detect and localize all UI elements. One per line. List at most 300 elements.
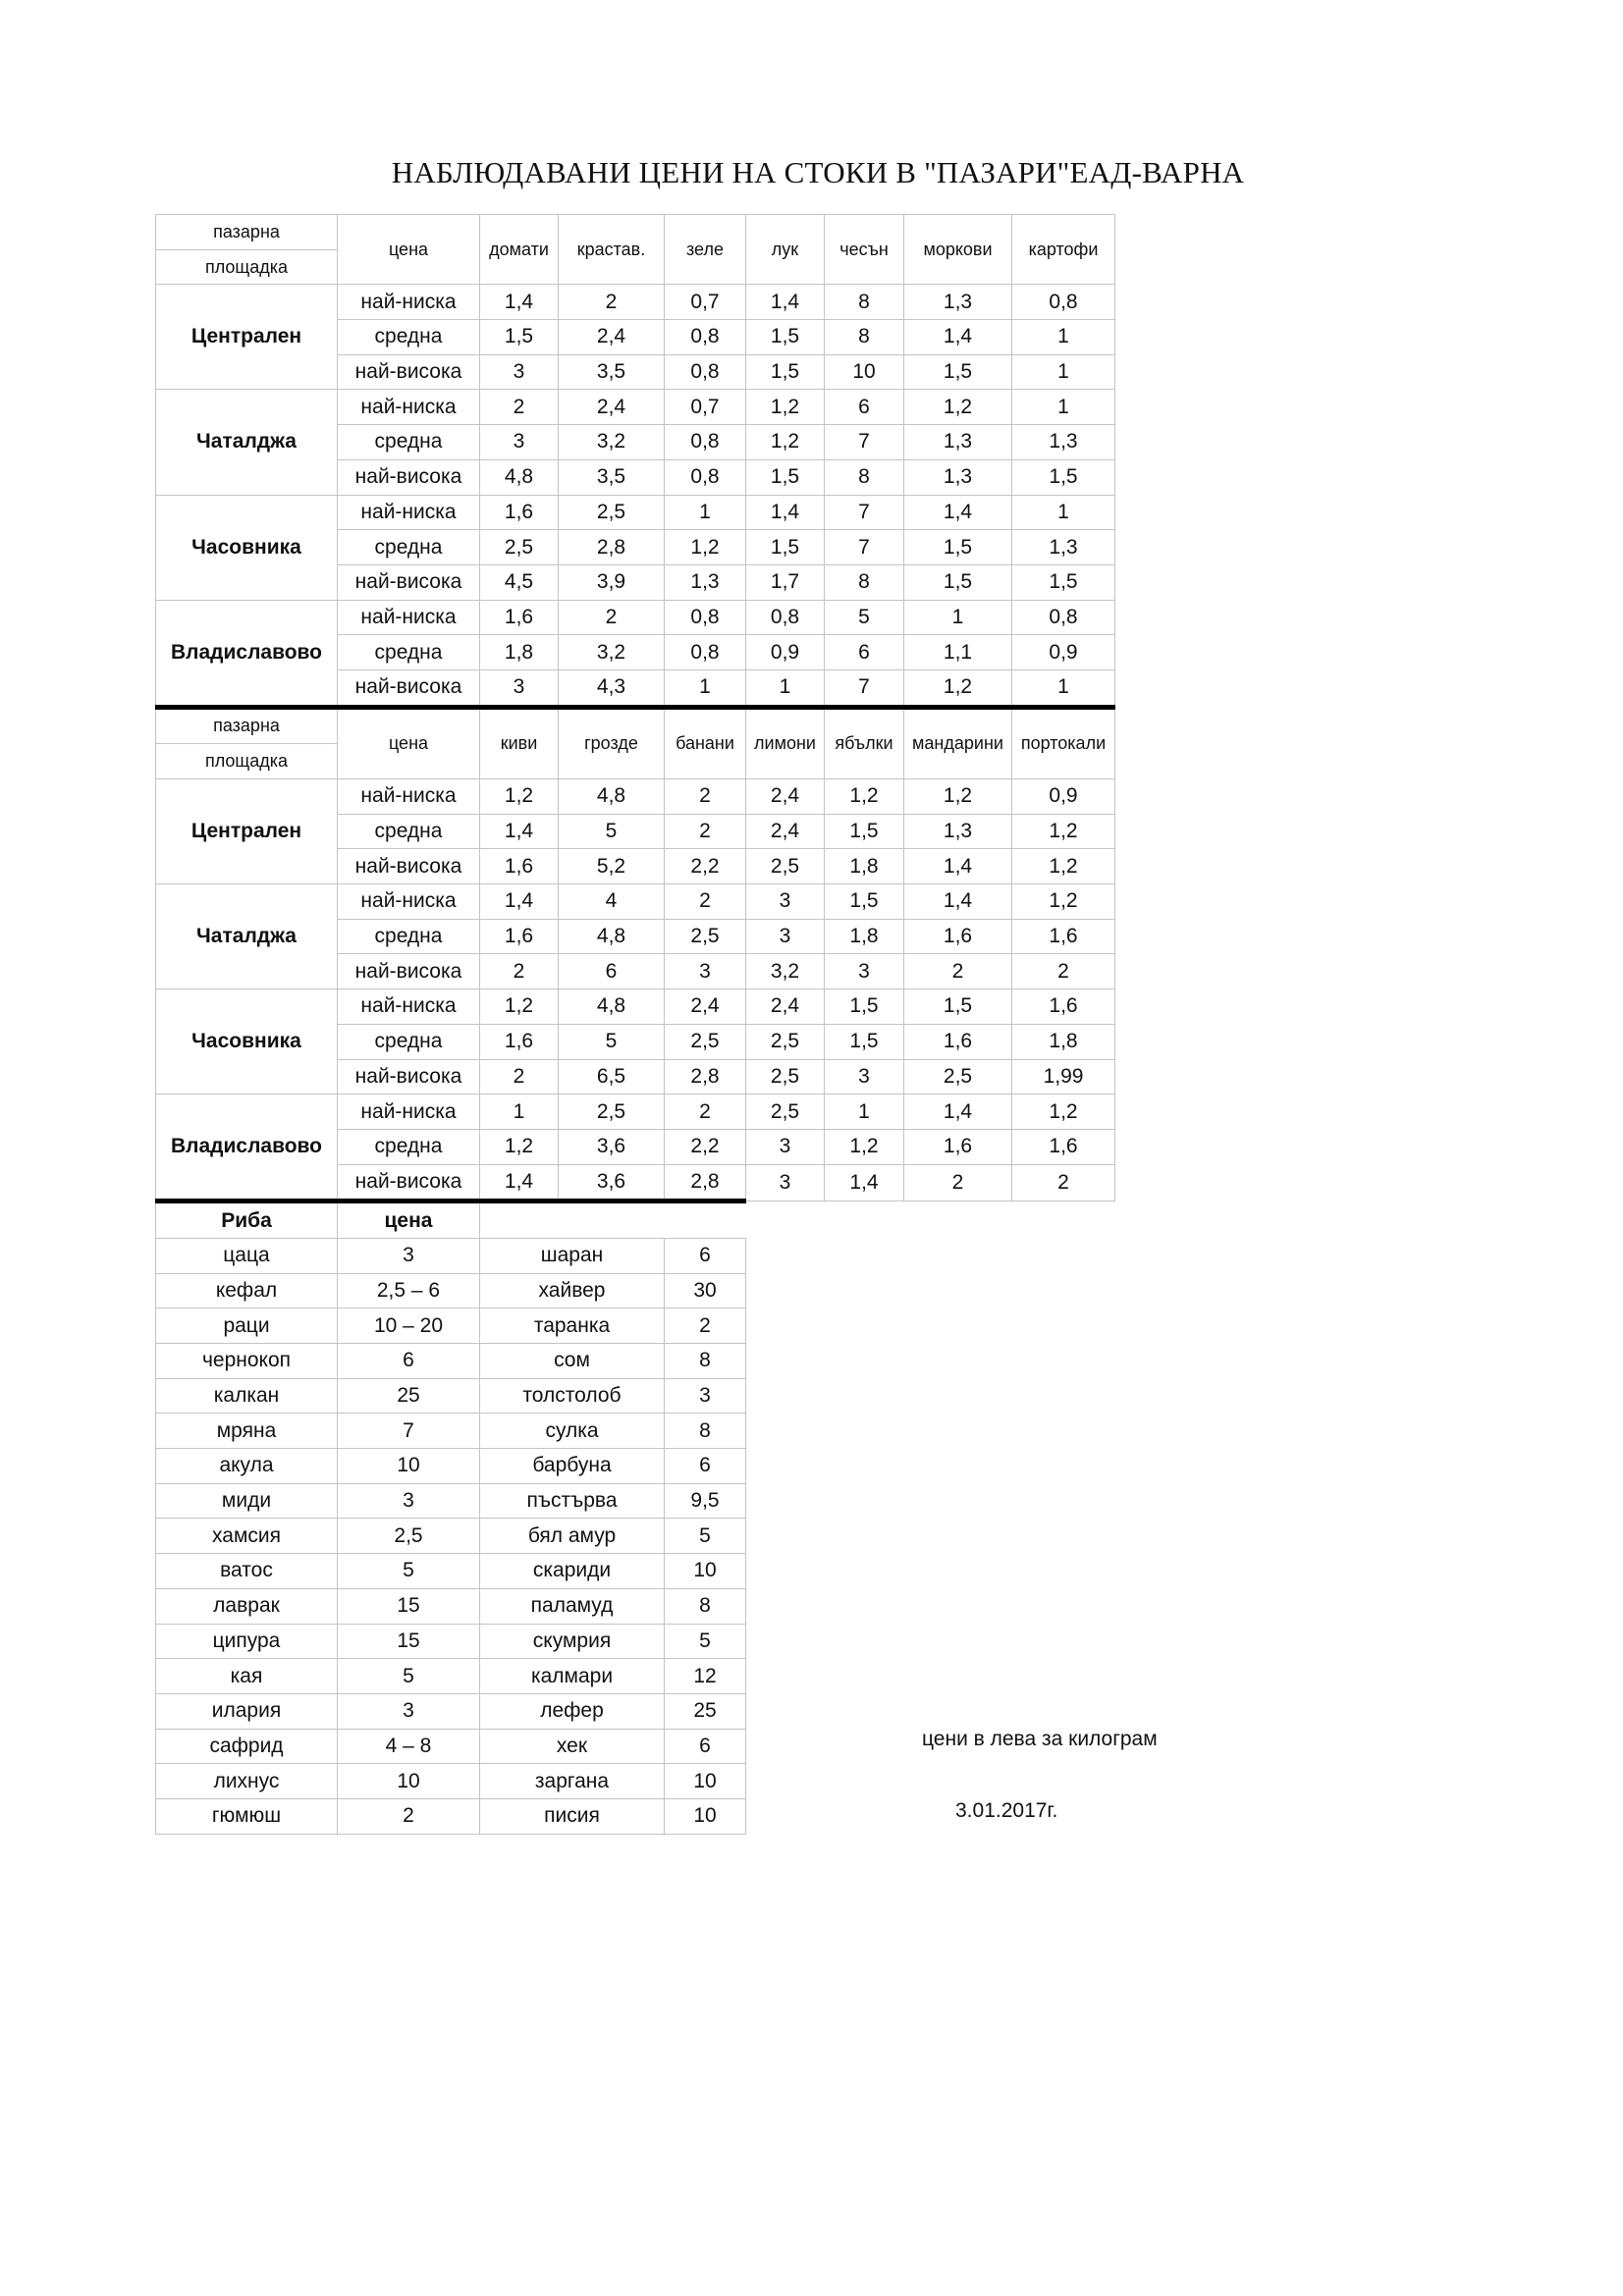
price-value: 1,6 <box>480 919 559 954</box>
price-value: 4,8 <box>559 919 665 954</box>
price-value: 3 <box>480 669 559 707</box>
fish-price: 3 <box>665 1378 746 1414</box>
price-value: 2 <box>559 285 665 320</box>
price-value: 1,3 <box>1012 425 1115 460</box>
fish-name: ципура <box>156 1624 338 1659</box>
fish-row <box>156 1554 1115 1589</box>
empty-cell <box>746 1483 1115 1519</box>
price-value: 1,2 <box>904 390 1012 425</box>
table-row <box>156 1095 1115 1130</box>
price-value: 2 <box>480 390 559 425</box>
price-value: 0,8 <box>665 354 746 390</box>
fish-row <box>156 1659 1115 1694</box>
empty-cell <box>746 1588 1115 1624</box>
price-value: 3 <box>480 354 559 390</box>
price-value: 3 <box>746 919 825 954</box>
price-value: 1,6 <box>1012 1129 1115 1164</box>
price-value: 1 <box>904 600 1012 635</box>
price-value: 2,5 <box>559 495 665 530</box>
price-type-header: цена <box>338 707 480 778</box>
price-value: 1,2 <box>480 779 559 815</box>
price-value: 1,5 <box>904 989 1012 1025</box>
price-value: 0,8 <box>1012 285 1115 320</box>
price-value: 1 <box>1012 320 1115 355</box>
price-type: най-ниска <box>338 989 480 1025</box>
empty-cell <box>746 1414 1115 1449</box>
price-value: 1,6 <box>904 1024 1012 1059</box>
price-type: най-висока <box>338 849 480 884</box>
station-name: Владиславово <box>156 1095 338 1201</box>
price-value: 2,4 <box>746 814 825 849</box>
fish-price: 2 <box>338 1798 480 1834</box>
price-type: най-висока <box>338 954 480 989</box>
price-type: средна <box>338 1024 480 1059</box>
price-value: 2,5 <box>665 919 746 954</box>
price-value: 6,5 <box>559 1059 665 1095</box>
fish-price: 10 <box>338 1764 480 1799</box>
fish-name: лихнус <box>156 1764 338 1799</box>
price-value: 1,3 <box>904 285 1012 320</box>
price-value: 3 <box>825 1059 904 1095</box>
price-type: средна <box>338 1129 480 1164</box>
price-value: 1,3 <box>904 459 1012 495</box>
price-value: 1,6 <box>1012 919 1115 954</box>
price-type: средна <box>338 320 480 355</box>
price-value: 0,8 <box>665 425 746 460</box>
price-value: 1,4 <box>746 285 825 320</box>
price-value: 1,8 <box>825 919 904 954</box>
empty-cell <box>665 1201 746 1239</box>
price-value: 8 <box>825 285 904 320</box>
price-type: средна <box>338 425 480 460</box>
empty-cell <box>746 1273 1115 1308</box>
price-value: 10 <box>825 354 904 390</box>
fish-price: 7 <box>338 1414 480 1449</box>
price-value: 2,5 <box>746 1024 825 1059</box>
price-value: 4,8 <box>559 779 665 815</box>
price-value: 2,2 <box>665 849 746 884</box>
price-value: 1 <box>665 669 746 707</box>
fish-price: 6 <box>665 1729 746 1764</box>
price-value: 3,2 <box>559 425 665 460</box>
price-value: 2,5 <box>665 1024 746 1059</box>
empty-cell <box>480 1201 665 1239</box>
empty-cell <box>746 1201 1115 1239</box>
price-type: средна <box>338 530 480 565</box>
fish-name: скариди <box>480 1554 665 1589</box>
fish-name: писия <box>480 1798 665 1834</box>
price-value: 3,5 <box>559 354 665 390</box>
empty-cell <box>746 1519 1115 1554</box>
price-value: 2,4 <box>559 390 665 425</box>
price-value: 2 <box>904 1164 1012 1201</box>
table-row <box>156 285 1115 320</box>
fish-name-header: Риба <box>156 1201 338 1239</box>
price-value: 1,1 <box>904 635 1012 670</box>
price-value: 1,5 <box>1012 564 1115 600</box>
fish-price: 15 <box>338 1588 480 1624</box>
fish-price: 10 <box>665 1554 746 1589</box>
price-value: 1,2 <box>1012 884 1115 920</box>
fish-name: чернокоп <box>156 1344 338 1379</box>
table-row <box>156 495 1115 530</box>
price-value: 1,2 <box>746 425 825 460</box>
price-value: 1,5 <box>746 320 825 355</box>
price-value: 3,6 <box>559 1129 665 1164</box>
price-value: 1,8 <box>1012 1024 1115 1059</box>
price-type: най-висока <box>338 564 480 600</box>
fish-price: 5 <box>338 1554 480 1589</box>
fish-name: лефер <box>480 1693 665 1729</box>
price-value: 1,2 <box>904 779 1012 815</box>
price-value: 1 <box>480 1095 559 1130</box>
price-value: 4,8 <box>559 989 665 1025</box>
fish-name: кефал <box>156 1273 338 1308</box>
price-value: 2,8 <box>665 1164 746 1201</box>
product-header: картофи <box>1012 215 1115 285</box>
price-type: най-висока <box>338 459 480 495</box>
price-value: 1,5 <box>904 530 1012 565</box>
fish-row <box>156 1519 1115 1554</box>
price-value: 3,5 <box>559 459 665 495</box>
empty-cell <box>746 1624 1115 1659</box>
table-row <box>156 390 1115 425</box>
price-type: средна <box>338 635 480 670</box>
price-value: 0,8 <box>746 600 825 635</box>
price-value: 4,3 <box>559 669 665 707</box>
price-value: 2 <box>1012 1164 1115 1201</box>
price-value: 2,5 <box>746 1095 825 1130</box>
price-value: 6 <box>559 954 665 989</box>
fish-price: 2,5 <box>338 1519 480 1554</box>
price-value: 8 <box>825 564 904 600</box>
price-type: средна <box>338 919 480 954</box>
fish-name: сулка <box>480 1414 665 1449</box>
fish-price: 5 <box>665 1519 746 1554</box>
fish-name: сом <box>480 1344 665 1379</box>
price-value: 1,3 <box>665 564 746 600</box>
fish-price: 2 <box>665 1308 746 1344</box>
price-value: 1,2 <box>825 779 904 815</box>
price-value: 1,4 <box>825 1164 904 1201</box>
fish-name: барбуна <box>480 1449 665 1484</box>
price-value: 1,6 <box>480 600 559 635</box>
fish-name: хайвер <box>480 1273 665 1308</box>
fish-price: 10 <box>338 1449 480 1484</box>
empty-cell <box>746 1798 1115 1834</box>
header-row <box>156 215 1115 250</box>
header-row <box>156 707 1115 744</box>
station-header: площадка <box>156 744 338 779</box>
price-value: 1,7 <box>746 564 825 600</box>
product-header: ябълки <box>825 707 904 778</box>
fish-price: 10 – 20 <box>338 1308 480 1344</box>
fish-name: заргана <box>480 1764 665 1799</box>
fish-row <box>156 1238 1115 1273</box>
product-header: лимони <box>746 707 825 778</box>
price-value: 1 <box>1012 669 1115 707</box>
product-header: домати <box>480 215 559 285</box>
price-value: 1 <box>1012 495 1115 530</box>
price-value: 4 <box>559 884 665 920</box>
price-value: 3 <box>746 1129 825 1164</box>
price-value: 1,5 <box>825 1024 904 1059</box>
price-value: 3 <box>746 884 825 920</box>
fish-price-header: цена <box>338 1201 480 1239</box>
price-value: 1,4 <box>904 1095 1012 1130</box>
fish-price: 9,5 <box>665 1483 746 1519</box>
price-value: 1,4 <box>904 849 1012 884</box>
price-value: 0,9 <box>1012 635 1115 670</box>
product-header: киви <box>480 707 559 778</box>
price-value: 1,5 <box>825 884 904 920</box>
price-value: 1 <box>746 669 825 707</box>
price-value: 0,9 <box>1012 779 1115 815</box>
price-type: най-висока <box>338 669 480 707</box>
fish-price: 5 <box>338 1659 480 1694</box>
price-table <box>155 214 1115 1835</box>
price-value: 0,7 <box>665 390 746 425</box>
product-header: лук <box>746 215 825 285</box>
price-value: 2,4 <box>746 989 825 1025</box>
fish-name: миди <box>156 1483 338 1519</box>
fish-row <box>156 1693 1115 1729</box>
price-value: 2,2 <box>665 1129 746 1164</box>
price-type: най-ниска <box>338 390 480 425</box>
product-header: зеле <box>665 215 746 285</box>
empty-cell <box>746 1378 1115 1414</box>
page-title: НАБЛЮДАВАНИ ЦЕНИ НА СТОКИ В "ПАЗАРИ"ЕАД-ВАРНА <box>391 155 1245 189</box>
price-value: 1,5 <box>825 814 904 849</box>
fish-name: шаран <box>480 1238 665 1273</box>
price-value: 1,2 <box>1012 1095 1115 1130</box>
price-value: 7 <box>825 669 904 707</box>
fish-name: скумрия <box>480 1624 665 1659</box>
fish-price: 2,5 – 6 <box>338 1273 480 1308</box>
fish-row <box>156 1273 1115 1308</box>
empty-cell <box>746 1764 1115 1799</box>
product-header: крастав. <box>559 215 665 285</box>
fish-price: 15 <box>338 1624 480 1659</box>
price-value: 2 <box>665 814 746 849</box>
price-value: 7 <box>825 425 904 460</box>
price-value: 1,2 <box>825 1129 904 1164</box>
fish-header-row <box>156 1201 1115 1239</box>
price-value: 2 <box>904 954 1012 989</box>
price-value: 1,8 <box>825 849 904 884</box>
price-value: 7 <box>825 530 904 565</box>
station-name: Часовника <box>156 495 338 600</box>
price-value: 1,6 <box>904 919 1012 954</box>
price-value: 1,6 <box>1012 989 1115 1025</box>
fish-price: 8 <box>665 1588 746 1624</box>
price-value: 1,6 <box>480 849 559 884</box>
product-header: грозде <box>559 707 665 778</box>
price-value: 1,5 <box>904 564 1012 600</box>
price-value: 1 <box>665 495 746 530</box>
price-value: 3,2 <box>746 954 825 989</box>
price-value: 1,2 <box>1012 849 1115 884</box>
station-header: пазарна <box>156 707 338 744</box>
price-type: най-ниска <box>338 1095 480 1130</box>
fish-row <box>156 1483 1115 1519</box>
price-value: 1,3 <box>1012 530 1115 565</box>
unit-note: цени в лева за килограм <box>922 1728 1158 1750</box>
price-value: 3,9 <box>559 564 665 600</box>
price-value: 2 <box>1012 954 1115 989</box>
empty-cell <box>746 1693 1115 1729</box>
price-value: 0,8 <box>665 459 746 495</box>
price-value: 1,5 <box>480 320 559 355</box>
price-type: най-висока <box>338 354 480 390</box>
price-value: 2,4 <box>559 320 665 355</box>
price-value: 2,5 <box>746 1059 825 1095</box>
fish-row <box>156 1764 1115 1799</box>
date-label: 3.01.2017г. <box>955 1799 1058 1822</box>
fish-name: цаца <box>156 1238 338 1273</box>
price-value: 2 <box>480 954 559 989</box>
fish-name: ватос <box>156 1554 338 1589</box>
empty-cell <box>746 1308 1115 1344</box>
price-value: 2,4 <box>665 989 746 1025</box>
price-value: 3 <box>665 954 746 989</box>
price-value: 3 <box>480 425 559 460</box>
fish-price: 6 <box>665 1238 746 1273</box>
price-value: 2,8 <box>665 1059 746 1095</box>
fish-price: 25 <box>665 1693 746 1729</box>
empty-cell <box>746 1238 1115 1273</box>
price-value: 1,6 <box>480 495 559 530</box>
price-value: 1,5 <box>825 989 904 1025</box>
price-value: 8 <box>825 459 904 495</box>
price-type: най-ниска <box>338 600 480 635</box>
station-name: Часовника <box>156 989 338 1095</box>
price-value: 1,2 <box>480 989 559 1025</box>
price-value: 0,8 <box>665 320 746 355</box>
price-value: 2,5 <box>480 530 559 565</box>
price-value: 2,8 <box>559 530 665 565</box>
price-value: 1,4 <box>480 285 559 320</box>
fish-name: гюмюш <box>156 1798 338 1834</box>
price-value: 1,2 <box>665 530 746 565</box>
price-value: 0,9 <box>746 635 825 670</box>
fish-name: акула <box>156 1449 338 1484</box>
price-value: 2 <box>665 1095 746 1130</box>
fish-name: толстолоб <box>480 1378 665 1414</box>
fish-price: 30 <box>665 1273 746 1308</box>
price-value: 3 <box>825 954 904 989</box>
fish-name: лаврак <box>156 1588 338 1624</box>
fish-price: 25 <box>338 1378 480 1414</box>
fish-name: хамсия <box>156 1519 338 1554</box>
product-header: портокали <box>1012 707 1115 778</box>
fish-row <box>156 1344 1115 1379</box>
table-row <box>156 779 1115 815</box>
price-value: 1,6 <box>904 1129 1012 1164</box>
price-value: 1,5 <box>746 354 825 390</box>
price-value: 6 <box>825 390 904 425</box>
price-type: най-ниска <box>338 495 480 530</box>
price-value: 5,2 <box>559 849 665 884</box>
fish-name: бял амур <box>480 1519 665 1554</box>
empty-cell <box>746 1659 1115 1694</box>
fish-price: 10 <box>665 1764 746 1799</box>
price-value: 1,4 <box>904 884 1012 920</box>
price-value: 1,2 <box>904 669 1012 707</box>
fish-name: сафрид <box>156 1729 338 1764</box>
fish-row <box>156 1308 1115 1344</box>
price-value: 1,6 <box>480 1024 559 1059</box>
station-name: Чаталджа <box>156 884 338 989</box>
price-value: 2,5 <box>904 1059 1012 1095</box>
price-value: 0,8 <box>1012 600 1115 635</box>
product-header: моркови <box>904 215 1012 285</box>
fish-name: раци <box>156 1308 338 1344</box>
price-value: 1,4 <box>480 1164 559 1201</box>
price-type: най-висока <box>338 1059 480 1095</box>
price-value: 1,8 <box>480 635 559 670</box>
empty-cell <box>746 1344 1115 1379</box>
fish-row <box>156 1449 1115 1484</box>
price-value: 4,5 <box>480 564 559 600</box>
product-header: банани <box>665 707 746 778</box>
fish-price: 3 <box>338 1483 480 1519</box>
price-value: 1,2 <box>1012 814 1115 849</box>
table-row <box>156 600 1115 635</box>
price-type: най-ниска <box>338 285 480 320</box>
fish-price: 12 <box>665 1659 746 1694</box>
price-value: 0,7 <box>665 285 746 320</box>
fish-name: калмари <box>480 1659 665 1694</box>
price-value: 1,5 <box>746 530 825 565</box>
price-type-header: цена <box>338 215 480 285</box>
empty-cell <box>746 1449 1115 1484</box>
price-value: 5 <box>825 600 904 635</box>
fish-row <box>156 1624 1115 1659</box>
price-value: 1,99 <box>1012 1059 1115 1095</box>
price-type: най-ниска <box>338 884 480 920</box>
fish-price: 4 – 8 <box>338 1729 480 1764</box>
price-value: 2 <box>665 884 746 920</box>
fish-name: мряна <box>156 1414 338 1449</box>
fish-price: 8 <box>665 1344 746 1379</box>
price-value: 1 <box>825 1095 904 1130</box>
product-header: чесън <box>825 215 904 285</box>
fish-name: пъстърва <box>480 1483 665 1519</box>
price-value: 1,5 <box>904 354 1012 390</box>
price-value: 1,4 <box>480 814 559 849</box>
price-value: 2 <box>665 779 746 815</box>
station-header: площадка <box>156 249 338 285</box>
price-value: 1,3 <box>904 425 1012 460</box>
price-value: 1,3 <box>904 814 1012 849</box>
price-value: 5 <box>559 1024 665 1059</box>
price-value: 6 <box>825 635 904 670</box>
price-value: 2 <box>559 600 665 635</box>
price-value: 3,6 <box>559 1164 665 1201</box>
fish-price: 8 <box>665 1414 746 1449</box>
price-value: 1,4 <box>904 320 1012 355</box>
station-name: Централен <box>156 285 338 390</box>
table-row <box>156 989 1115 1025</box>
fish-price: 5 <box>665 1624 746 1659</box>
price-value: 1,5 <box>1012 459 1115 495</box>
fish-name: таранка <box>480 1308 665 1344</box>
fish-row <box>156 1414 1115 1449</box>
price-value: 1 <box>1012 354 1115 390</box>
price-value: 0,8 <box>665 635 746 670</box>
price-value: 1,4 <box>480 884 559 920</box>
